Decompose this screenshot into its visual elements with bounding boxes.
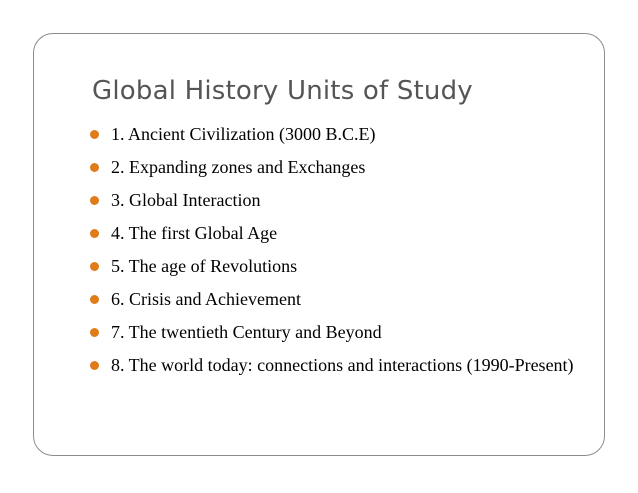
- list-item-text: 6. Crisis and Achievement: [111, 289, 301, 309]
- list-item: [89, 352, 589, 379]
- bullet-dot-icon: [90, 196, 99, 205]
- bullet-list: [89, 121, 589, 379]
- list-item-text: 5. The age of Revolutions: [111, 256, 298, 276]
- list-item: [89, 187, 589, 220]
- bullet-dot-icon: [90, 262, 99, 271]
- bullet-dot-icon: [90, 163, 99, 172]
- list-item: [89, 253, 589, 286]
- list-item-text: 8. The world today: connections and interactions (1990-Present): [111, 355, 574, 375]
- list-item: [89, 121, 589, 154]
- list-item: [89, 286, 589, 319]
- list-item-text: 1. Ancient Civilization (3000 B.C.E): [111, 124, 376, 144]
- bullet-dot-icon: [90, 130, 99, 139]
- bullet-dot-icon: [90, 328, 99, 337]
- list-item-text: 2. Expanding zones and Exchanges: [111, 157, 366, 177]
- bullet-dot-icon: [90, 295, 99, 304]
- list-item: [89, 154, 589, 187]
- list-item-text: 7. The twentieth Century and Beyond: [111, 322, 382, 342]
- list-item-text: 3. Global Interaction: [111, 190, 261, 210]
- list-item: [89, 220, 589, 253]
- list-item: [89, 319, 589, 352]
- list-item-text: 4. The first Global Age: [111, 223, 278, 243]
- slide-title: Global History Units of Study: [92, 76, 473, 106]
- bullet-dot-icon: [90, 361, 99, 370]
- bullet-dot-icon: [90, 229, 99, 238]
